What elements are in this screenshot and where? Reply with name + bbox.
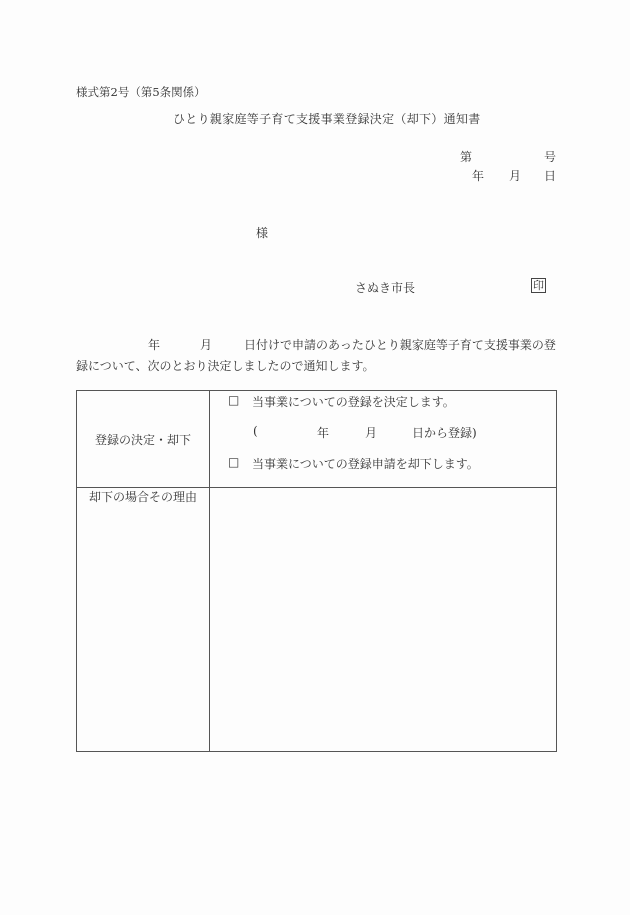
rejection-reason-row — [77, 488, 557, 752]
registration-year: 年 — [317, 426, 330, 440]
body-line1-text: 日付けで申請のあったひとり親家庭等子育て支援事業の登 — [244, 338, 556, 352]
decision-table — [76, 390, 557, 752]
registration-day-text: 日から登録) — [412, 426, 477, 440]
seal-mark: 印 — [533, 279, 544, 292]
body-line-2: 録について、次のとおり決定しましたので通知します。 — [76, 359, 375, 373]
decision-options — [210, 391, 557, 488]
reject-option-text: 当事業についての登録申請を却下します。 — [252, 457, 479, 471]
issuer-name: さぬき市長 — [355, 281, 416, 295]
registration-date-open: ( — [253, 424, 258, 438]
rejection-reason-label: 却下の場合その理由 — [77, 488, 210, 752]
decision-row — [77, 391, 557, 488]
form-number: 様式第2号（第5条関係） — [76, 85, 206, 99]
issue-year: 年 — [472, 169, 485, 183]
addressee-honorific: 様 — [256, 226, 269, 240]
decision-label: 登録の決定・却下 — [77, 391, 210, 488]
body-year: 年 — [148, 338, 161, 352]
rejection-reason-field[interactable] — [210, 488, 557, 752]
document-number — [460, 148, 556, 165]
document-title: ひとり親家庭等子育て支援事業登録決定（却下）通知書 — [173, 112, 481, 126]
body-month: 月 — [200, 338, 213, 352]
reject-checkbox[interactable]: □ — [228, 455, 240, 469]
number-prefix: 第 — [460, 150, 473, 164]
issue-month: 月 — [509, 169, 522, 183]
issue-day: 日 — [543, 169, 556, 183]
number-suffix: 号 — [543, 150, 556, 164]
registration-month: 月 — [365, 426, 378, 440]
approve-option-text: 当事業についての登録を決定します。 — [252, 395, 455, 409]
approve-checkbox[interactable]: □ — [228, 393, 240, 407]
